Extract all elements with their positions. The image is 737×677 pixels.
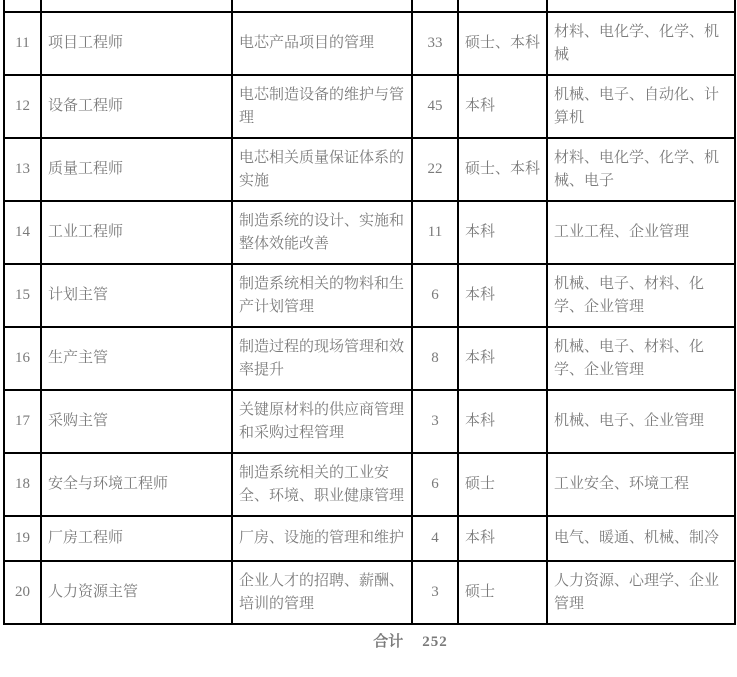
table-row bbox=[4, 390, 735, 453]
cell-count: 11 bbox=[412, 201, 458, 264]
cell-majors: 机械、电子、材料、化学、企业管理 bbox=[547, 264, 735, 327]
cell-majors: 工业工程、企业管理 bbox=[547, 201, 735, 264]
table-row bbox=[4, 264, 735, 327]
table-row-partial bbox=[4, 0, 735, 12]
cell-title: 安全与环境工程师 bbox=[41, 453, 232, 516]
cell-no: 11 bbox=[4, 12, 41, 75]
cell-title: 厂房工程师 bbox=[41, 516, 232, 561]
cell-title: 工业工程师 bbox=[41, 201, 232, 264]
cell-no: 13 bbox=[4, 138, 41, 201]
cell-duty: 电芯制造设备的维护与管理 bbox=[232, 75, 412, 138]
cell-majors: 电气、暖通、机械、制冷 bbox=[547, 516, 735, 561]
cell-title: 生产主管 bbox=[41, 327, 232, 390]
cell-title: 设备工程师 bbox=[41, 75, 232, 138]
cell-degree: 本科 bbox=[458, 264, 547, 327]
cell-no: 16 bbox=[4, 327, 41, 390]
cell-degree: 本科 bbox=[458, 516, 547, 561]
cell-no: 12 bbox=[4, 75, 41, 138]
cell-duty bbox=[232, 0, 412, 12]
cell-no: 18 bbox=[4, 453, 41, 516]
table-row bbox=[4, 75, 735, 138]
cell-majors: 机械、电子、材料、化学、企业管理 bbox=[547, 327, 735, 390]
cell-degree: 硕士 bbox=[458, 453, 547, 516]
table-row bbox=[4, 453, 735, 516]
cell-no bbox=[4, 0, 41, 12]
cell-duty: 制造系统相关的物料和生产计划管理 bbox=[232, 264, 412, 327]
cell-majors: 材料、电化学、化学、机械、电子 bbox=[547, 138, 735, 201]
cell-count: 22 bbox=[412, 138, 458, 201]
cell-no: 14 bbox=[4, 201, 41, 264]
cell-count: 8 bbox=[412, 327, 458, 390]
cell-degree: 硕士、本科 bbox=[458, 138, 547, 201]
total-value: 252 bbox=[422, 634, 448, 650]
cell-no: 20 bbox=[4, 561, 41, 624]
cell-count: 45 bbox=[412, 75, 458, 138]
cell-count: 4 bbox=[412, 516, 458, 561]
cell-no: 19 bbox=[4, 516, 41, 561]
cell-count: 6 bbox=[412, 453, 458, 516]
cell-degree: 本科 bbox=[458, 75, 547, 138]
table-footer bbox=[0, 632, 737, 652]
table-row bbox=[4, 561, 735, 624]
cell-duty: 制造系统相关的工业安全、环境、职业健康管理 bbox=[232, 453, 412, 516]
table-row bbox=[4, 327, 735, 390]
cell-majors: 人力资源、心理学、企业管理 bbox=[547, 561, 735, 624]
cell-degree: 硕士、本科 bbox=[458, 12, 547, 75]
cell-title: 项目工程师 bbox=[41, 12, 232, 75]
table-row bbox=[4, 138, 735, 201]
cell-title bbox=[41, 0, 232, 12]
cell-majors: 材料、电化学、化学、机械 bbox=[547, 12, 735, 75]
table-row bbox=[4, 516, 735, 561]
cell-majors: 机械、电子、企业管理 bbox=[547, 390, 735, 453]
cell-count bbox=[412, 0, 458, 12]
cell-duty: 厂房、设施的管理和维护 bbox=[232, 516, 412, 561]
cell-count: 3 bbox=[412, 561, 458, 624]
cell-degree: 硕士 bbox=[458, 561, 547, 624]
cell-degree: 本科 bbox=[458, 327, 547, 390]
cell-majors: 工业安全、环境工程 bbox=[547, 453, 735, 516]
cell-title: 人力资源主管 bbox=[41, 561, 232, 624]
table-row bbox=[4, 201, 735, 264]
cell-title: 质量工程师 bbox=[41, 138, 232, 201]
cell-majors bbox=[547, 0, 735, 12]
cell-count: 6 bbox=[412, 264, 458, 327]
cell-duty: 制造系统的设计、实施和整体效能改善 bbox=[232, 201, 412, 264]
cell-duty: 电芯相关质量保证体系的实施 bbox=[232, 138, 412, 201]
cell-degree bbox=[458, 0, 547, 12]
total-label: 合计 bbox=[373, 634, 404, 650]
cutoff-row bbox=[4, 0, 735, 12]
cell-duty: 电芯产品项目的管理 bbox=[232, 12, 412, 75]
cell-count: 3 bbox=[412, 390, 458, 453]
cell-duty: 企业人才的招聘、薪酬、培训的管理 bbox=[232, 561, 412, 624]
job-positions-table bbox=[3, 0, 736, 625]
cell-count: 33 bbox=[412, 12, 458, 75]
cell-no: 15 bbox=[4, 264, 41, 327]
cell-degree: 本科 bbox=[458, 390, 547, 453]
cell-duty: 关键原材料的供应商管理和采购过程管理 bbox=[232, 390, 412, 453]
table-row bbox=[4, 12, 735, 75]
cell-no: 17 bbox=[4, 390, 41, 453]
cell-majors: 机械、电子、自动化、计算机 bbox=[547, 75, 735, 138]
cell-title: 采购主管 bbox=[41, 390, 232, 453]
cell-title: 计划主管 bbox=[41, 264, 232, 327]
cell-duty: 制造过程的现场管理和效率提升 bbox=[232, 327, 412, 390]
job-table-body bbox=[4, 12, 735, 624]
cell-degree: 本科 bbox=[458, 201, 547, 264]
